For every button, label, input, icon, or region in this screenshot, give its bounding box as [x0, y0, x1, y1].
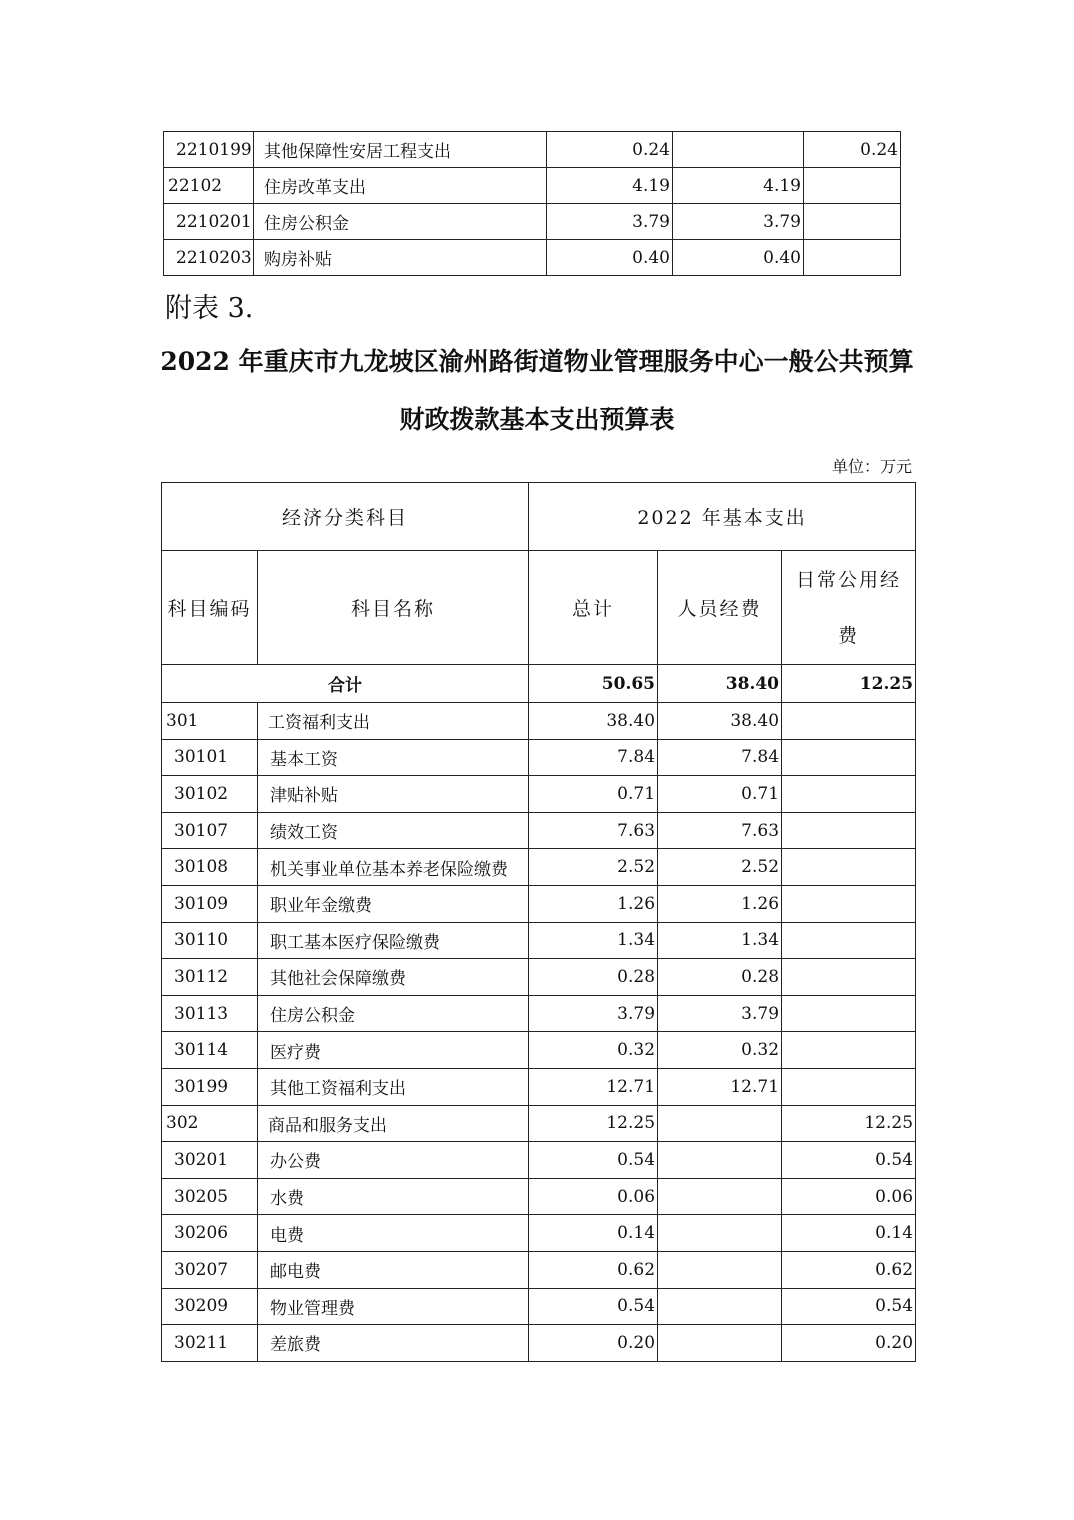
row-personnel: [658, 1251, 782, 1288]
row-name: 工资福利支出: [258, 703, 529, 740]
row-personnel: 3.79: [658, 995, 782, 1032]
table-row: [162, 1142, 916, 1179]
row-total: 3.79: [529, 995, 658, 1032]
row-code: 30109: [162, 885, 258, 922]
row-personnel: 2.52: [658, 849, 782, 886]
row-name: 电费: [258, 1215, 529, 1252]
page-title: 2022 年重庆市九龙坡区渝州路街道物业管理服务中心一般公共预算: [160, 347, 914, 376]
row-personnel: 0.32: [658, 1032, 782, 1069]
table-row: [162, 1032, 916, 1069]
row-name: 物业管理费: [258, 1288, 529, 1325]
row-public: [782, 885, 916, 922]
total-personnel: 38.40: [658, 665, 782, 703]
table-row: [162, 1288, 916, 1325]
row-name: 医疗费: [258, 1032, 529, 1069]
table-row: [162, 959, 916, 996]
total-label: 合计: [162, 665, 529, 703]
row-code: 30211: [162, 1325, 258, 1362]
row-code: 30207: [162, 1251, 258, 1288]
row-code: 302: [162, 1105, 258, 1142]
row-code: 2210203: [164, 240, 254, 276]
row-public: [782, 812, 916, 849]
row-name: 绩效工资: [258, 812, 529, 849]
row-name: 水费: [258, 1178, 529, 1215]
table-row: [162, 1178, 916, 1215]
row-public: [782, 739, 916, 776]
row-total: 0.14: [529, 1215, 658, 1252]
row-code: 30102: [162, 776, 258, 813]
row-personnel: [673, 132, 804, 168]
row-personnel: 3.79: [673, 204, 804, 240]
row-total: 0.71: [529, 776, 658, 813]
table-row: [162, 1105, 916, 1142]
row-code: 2210199: [164, 132, 254, 168]
row-total: 0.28: [529, 959, 658, 996]
row-public: [782, 995, 916, 1032]
row-name: 其他社会保障缴费: [258, 959, 529, 996]
row-name: 商品和服务支出: [258, 1105, 529, 1142]
row-public: 0.14: [782, 1215, 916, 1252]
row-total: 1.26: [529, 885, 658, 922]
row-personnel: 0.28: [658, 959, 782, 996]
row-public: 0.62: [782, 1251, 916, 1288]
row-total: 0.06: [529, 1178, 658, 1215]
row-code: 30209: [162, 1288, 258, 1325]
row-total: 0.54: [529, 1288, 658, 1325]
row-code: 30108: [162, 849, 258, 886]
header-code: 科目编码: [162, 551, 258, 665]
row-public: [804, 204, 901, 240]
row-name: 差旅费: [258, 1325, 529, 1362]
table-row: [162, 1215, 916, 1252]
row-code: 30113: [162, 995, 258, 1032]
row-public: 0.54: [782, 1288, 916, 1325]
row-name: 住房公积金: [258, 995, 529, 1032]
total-sum: 50.65: [529, 665, 658, 703]
table-row: [164, 204, 901, 240]
row-personnel: [658, 1105, 782, 1142]
row-total: 0.40: [547, 240, 673, 276]
header-personnel: 人员经费: [658, 551, 782, 665]
row-name: 邮电费: [258, 1251, 529, 1288]
header-public-line2: 费: [838, 624, 860, 647]
row-code: 30112: [162, 959, 258, 996]
header-public: [782, 551, 916, 665]
row-name: 住房公积金: [254, 204, 547, 240]
header-total: 总计: [529, 551, 658, 665]
table-row: [162, 1068, 916, 1105]
row-total: 12.71: [529, 1068, 658, 1105]
row-total: 7.63: [529, 812, 658, 849]
row-code: 30201: [162, 1142, 258, 1179]
table-row: [162, 812, 916, 849]
row-personnel: [658, 1142, 782, 1179]
row-total: 4.19: [547, 168, 673, 204]
row-personnel: 38.40: [658, 703, 782, 740]
row-personnel: [658, 1215, 782, 1252]
page-subtitle: 财政拨款基本支出预算表: [399, 405, 675, 434]
header-basic-expense: 2022 年基本支出: [529, 483, 916, 551]
table-row: [164, 132, 901, 168]
row-personnel: 0.40: [673, 240, 804, 276]
row-personnel: 0.71: [658, 776, 782, 813]
row-personnel: 1.34: [658, 922, 782, 959]
row-personnel: 4.19: [673, 168, 804, 204]
table-row: [162, 885, 916, 922]
row-code: 30101: [162, 739, 258, 776]
row-code: 2210201: [164, 204, 254, 240]
row-personnel: 7.84: [658, 739, 782, 776]
table-row: [162, 995, 916, 1032]
table-row: [162, 703, 916, 740]
row-public: 0.20: [782, 1325, 916, 1362]
row-name: 机关事业单位基本养老保险缴费: [258, 849, 529, 886]
unit-label: 单位：万元: [831, 457, 912, 476]
row-name: 办公费: [258, 1142, 529, 1179]
row-public: [782, 959, 916, 996]
row-total: 3.79: [547, 204, 673, 240]
row-public: [782, 776, 916, 813]
row-public: 0.06: [782, 1178, 916, 1215]
continued-table: [163, 131, 901, 276]
row-code: 301: [162, 703, 258, 740]
table-row: [164, 168, 901, 204]
row-total: 0.32: [529, 1032, 658, 1069]
row-code: 30199: [162, 1068, 258, 1105]
table-row: [162, 849, 916, 886]
row-personnel: [658, 1325, 782, 1362]
row-public: [782, 703, 916, 740]
total-public: 12.25: [782, 665, 916, 703]
row-public: [782, 1068, 916, 1105]
row-public: 12.25: [782, 1105, 916, 1142]
row-public: [782, 1032, 916, 1069]
row-name: 购房补贴: [254, 240, 547, 276]
table-row: [164, 240, 901, 276]
row-code: 30107: [162, 812, 258, 849]
row-public: [804, 168, 901, 204]
row-name: 住房改革支出: [254, 168, 547, 204]
row-name: 基本工资: [258, 739, 529, 776]
row-total: 38.40: [529, 703, 658, 740]
row-public: 0.54: [782, 1142, 916, 1179]
row-name: 津贴补贴: [258, 776, 529, 813]
table-row: [162, 739, 916, 776]
row-name: 职业年金缴费: [258, 885, 529, 922]
row-public: [804, 240, 901, 276]
row-name: 其他工资福利支出: [258, 1068, 529, 1105]
table-row: [162, 1325, 916, 1362]
row-name: 职工基本医疗保险缴费: [258, 922, 529, 959]
row-total: 0.24: [547, 132, 673, 168]
row-public: 0.24: [804, 132, 901, 168]
row-personnel: 1.26: [658, 885, 782, 922]
row-code: 30206: [162, 1215, 258, 1252]
row-code: 22102: [164, 168, 254, 204]
header-name: 科目名称: [258, 551, 529, 665]
row-total: 2.52: [529, 849, 658, 886]
row-code: 30114: [162, 1032, 258, 1069]
row-code: 30110: [162, 922, 258, 959]
header-econ-class: 经济分类科目: [162, 483, 529, 551]
row-total: 0.62: [529, 1251, 658, 1288]
row-code: 30205: [162, 1178, 258, 1215]
row-personnel: 7.63: [658, 812, 782, 849]
table-row: [162, 922, 916, 959]
header-public-line1: 日常公用经: [796, 568, 902, 591]
row-public: [782, 922, 916, 959]
appendix-label: 附表 3.: [165, 293, 254, 324]
table-row: [162, 1251, 916, 1288]
row-personnel: 12.71: [658, 1068, 782, 1105]
row-total: 0.20: [529, 1325, 658, 1362]
row-public: [782, 849, 916, 886]
row-personnel: [658, 1178, 782, 1215]
row-name: 其他保障性安居工程支出: [254, 132, 547, 168]
row-total: 1.34: [529, 922, 658, 959]
row-total: 7.84: [529, 739, 658, 776]
budget-table: [161, 482, 916, 1362]
row-total: 12.25: [529, 1105, 658, 1142]
row-personnel: [658, 1288, 782, 1325]
table-row: [162, 776, 916, 813]
row-total: 0.54: [529, 1142, 658, 1179]
